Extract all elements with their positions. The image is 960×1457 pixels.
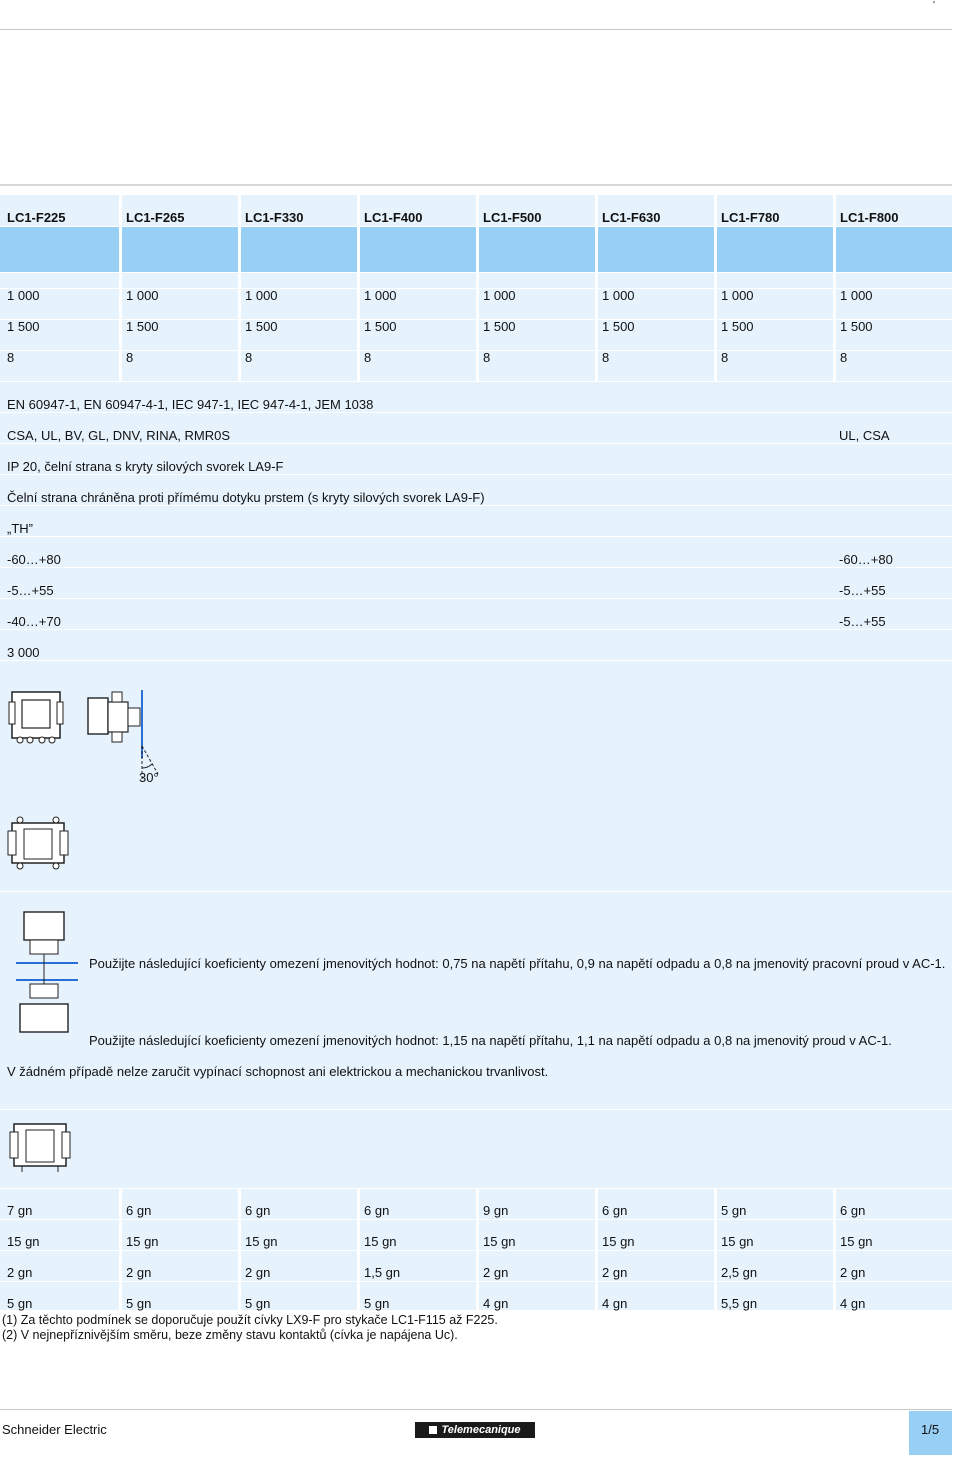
row-divider bbox=[0, 1219, 952, 1220]
table-cell: 4 gn bbox=[840, 1296, 866, 1311]
footnote-1: (1) Za těchto podmínek se doporučuje použít cívky LX9-F pro stykače LC1-F115 až F225. bbox=[2, 1313, 498, 1327]
ip-text: IP 20, čelní strana s kryty silových svorek LA9-F bbox=[7, 459, 284, 474]
row-divider bbox=[0, 1109, 952, 1110]
table-cell: 6 gn bbox=[126, 1203, 152, 1218]
warranty-note: V žádném případě nelze zaručit vypínací schopnost ani elektrickou a mechanickou trvanlivost. bbox=[7, 1064, 549, 1079]
table-cell: 8 bbox=[364, 350, 372, 365]
model-header-cell: LC1-F630 bbox=[602, 210, 661, 225]
brand-logo-text: Telemecanique bbox=[441, 1424, 521, 1436]
row-divider bbox=[0, 536, 952, 537]
model-header-cell: LC1-F500 bbox=[483, 210, 542, 225]
corner-mark: ' bbox=[933, 0, 935, 11]
table-cell: 7 gn bbox=[7, 1203, 33, 1218]
row-divider bbox=[0, 567, 952, 568]
table-cell: 1 000 bbox=[840, 288, 873, 303]
table-cell: 1 500 bbox=[602, 319, 635, 334]
row-divider bbox=[0, 1188, 952, 1189]
footnote-2: (2) V nejnepříznivějším směru, beze změny stavu kontaktů (cívka je napájena Uc). bbox=[2, 1328, 458, 1342]
table-cell: 1 000 bbox=[245, 288, 278, 303]
table-cell: 6 gn bbox=[840, 1203, 866, 1218]
table-cell: 6 gn bbox=[602, 1203, 628, 1218]
tilt-angle-label: 30° bbox=[139, 770, 159, 785]
derating-note-1: Použijte následující koeficienty omezení jmenovitých hodnot: 0,75 na napětí přítahu, 0,9 na napětí odpadu a 0,8 na jmenovitý pracovní proud v AC-1. bbox=[89, 956, 946, 971]
model-header-cell: LC1-F265 bbox=[126, 210, 185, 225]
table-cell: 5 gn bbox=[364, 1296, 390, 1311]
derating-note-2: Použijte následující koeficienty omezení jmenovitých hodnot: 1,15 na napětí přítahu, 1,1 na napětí odpadu a 0,8 na jmenovitý proud v AC-1. bbox=[89, 1033, 892, 1048]
table-cell: 9 gn bbox=[483, 1203, 509, 1218]
temp-operation-left: -5…+55 bbox=[7, 583, 54, 598]
contactor-shock-diagram bbox=[8, 1118, 72, 1174]
row-divider bbox=[0, 1281, 952, 1282]
treatment-text: „TH” bbox=[7, 521, 33, 536]
table-cell: 15 gn bbox=[364, 1234, 397, 1249]
temp-storage-left: -60…+80 bbox=[7, 552, 61, 567]
table-cell: 5 gn bbox=[126, 1296, 152, 1311]
table-cell: 2,5 gn bbox=[721, 1265, 758, 1280]
model-header-cell: LC1-F330 bbox=[245, 210, 304, 225]
table-cell: 8 bbox=[840, 350, 848, 365]
table-cell: 1 000 bbox=[7, 288, 40, 303]
row-divider bbox=[0, 598, 952, 599]
table-cell: 4 gn bbox=[483, 1296, 509, 1311]
table-cell: 8 bbox=[721, 350, 729, 365]
section-rule bbox=[0, 184, 952, 186]
temp-limit-left: -40…+70 bbox=[7, 614, 61, 629]
table-cell: 8 bbox=[245, 350, 253, 365]
table-cell: 15 gn bbox=[602, 1234, 635, 1249]
table-cell: 1 500 bbox=[840, 319, 873, 334]
row-divider bbox=[0, 629, 952, 630]
contactor-stacked-diagram bbox=[12, 908, 82, 1038]
certifications-text: CSA, UL, BV, GL, DNV, RINA, RMR0S bbox=[7, 428, 230, 443]
table-cell: 8 bbox=[7, 350, 15, 365]
table-cell: 5 gn bbox=[721, 1203, 747, 1218]
table-cell: 5 gn bbox=[7, 1296, 33, 1311]
model-header-cell: LC1-F225 bbox=[7, 210, 66, 225]
table-cell: 5 gn bbox=[245, 1296, 271, 1311]
table-cell: 1 500 bbox=[483, 319, 516, 334]
altitude-text: 3 000 bbox=[7, 645, 40, 660]
table-cell: 2 gn bbox=[245, 1265, 271, 1280]
table-cell: 15 gn bbox=[721, 1234, 754, 1249]
table-cell: 2 gn bbox=[602, 1265, 628, 1280]
row-divider bbox=[0, 891, 952, 892]
contactor-front-diagram bbox=[8, 688, 64, 746]
certifications-right-text: UL, CSA bbox=[839, 428, 890, 443]
table-cell: 5,5 gn bbox=[721, 1296, 758, 1311]
table-cell: 4 gn bbox=[602, 1296, 628, 1311]
table-cell: 1 500 bbox=[364, 319, 397, 334]
table-cell: 1 000 bbox=[126, 288, 159, 303]
table-cell: 8 bbox=[483, 350, 491, 365]
row-divider bbox=[0, 660, 952, 661]
table-cell: 8 bbox=[602, 350, 610, 365]
table-cell: 8 bbox=[126, 350, 134, 365]
model-header-cell: LC1-F400 bbox=[364, 210, 423, 225]
table-cell: 1,5 gn bbox=[364, 1265, 401, 1280]
row-divider bbox=[0, 350, 952, 351]
row-divider bbox=[0, 1250, 952, 1251]
row-divider bbox=[0, 272, 952, 273]
company-name: Schneider Electric bbox=[2, 1422, 107, 1437]
brand-logo bbox=[415, 1422, 535, 1438]
table-cell: 6 gn bbox=[245, 1203, 271, 1218]
table-cell: 15 gn bbox=[483, 1234, 516, 1249]
contactor-mounting-diagram bbox=[6, 815, 70, 871]
top-rule bbox=[0, 29, 952, 30]
table-cell: 15 gn bbox=[126, 1234, 159, 1249]
table-cell: 6 gn bbox=[364, 1203, 390, 1218]
table-cell: 15 gn bbox=[245, 1234, 278, 1249]
table-cell: 2 gn bbox=[126, 1265, 152, 1280]
table-cell: 1 500 bbox=[7, 319, 40, 334]
protection-text: Čelní strana chráněna proti přímému dotyku prstem (s kryty silových svorek LA9-F) bbox=[7, 490, 485, 505]
table-cell: 1 500 bbox=[721, 319, 754, 334]
row-divider bbox=[0, 226, 952, 227]
table-cell: 1 000 bbox=[483, 288, 516, 303]
table-cell: 1 500 bbox=[126, 319, 159, 334]
footer-rule bbox=[0, 1409, 952, 1410]
standards-text: EN 60947-1, EN 60947-4-1, IEC 947-1, IEC 947-4-1, JEM 1038 bbox=[7, 397, 374, 412]
table-cell: 2 gn bbox=[7, 1265, 33, 1280]
table-cell: 15 gn bbox=[840, 1234, 873, 1249]
temp-operation-right: -5…+55 bbox=[839, 583, 886, 598]
table-cell: 2 gn bbox=[840, 1265, 866, 1280]
model-header-cell: LC1-F800 bbox=[840, 210, 899, 225]
table-cell: 15 gn bbox=[7, 1234, 40, 1249]
model-header-cell: LC1-F780 bbox=[721, 210, 780, 225]
row-divider bbox=[0, 381, 952, 382]
page-number: 1/5 bbox=[921, 1422, 940, 1437]
table-cell: 1 000 bbox=[602, 288, 635, 303]
table-cell: 2 gn bbox=[483, 1265, 509, 1280]
temp-storage-right: -60…+80 bbox=[839, 552, 893, 567]
table-cell: 1 000 bbox=[721, 288, 754, 303]
temp-limit-right: -5…+55 bbox=[839, 614, 886, 629]
table-cell: 1 000 bbox=[364, 288, 397, 303]
table-cell: 1 500 bbox=[245, 319, 278, 334]
